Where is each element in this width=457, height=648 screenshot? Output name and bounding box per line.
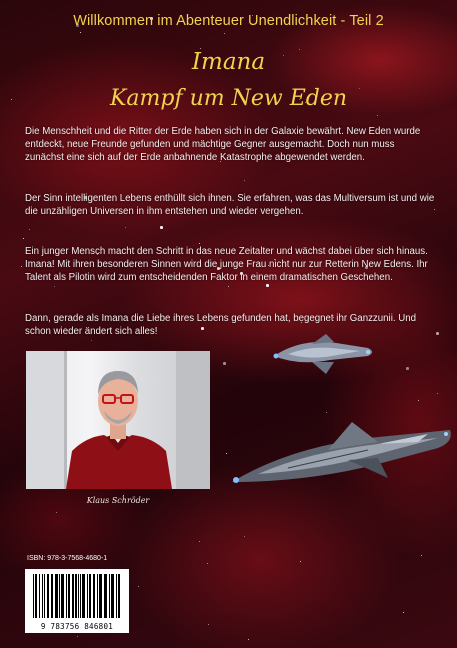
barcode-bar xyxy=(33,574,34,618)
star xyxy=(29,229,30,230)
star xyxy=(266,284,269,287)
barcode-bar xyxy=(72,574,74,618)
star xyxy=(207,563,208,564)
author-portrait-icon xyxy=(26,351,210,489)
barcode-bar xyxy=(93,574,95,618)
blurb-paragraph-4: Dann, gerade als Imana die Liebe ihres Lebens gefunden hat, begegnet ihr Ganzzunii. Und schon wieder ändert sich alles! xyxy=(25,313,417,338)
barcode xyxy=(25,569,129,633)
star xyxy=(244,180,245,181)
star xyxy=(226,453,227,454)
star xyxy=(436,332,439,335)
barcode-bar xyxy=(51,574,53,618)
barcode-bar xyxy=(75,574,77,618)
barcode-bar xyxy=(66,574,67,618)
star xyxy=(377,115,378,116)
barcode-bar xyxy=(109,574,110,618)
star xyxy=(56,512,57,513)
spaceship-small-icon xyxy=(268,330,378,378)
barcode-bar xyxy=(35,574,37,618)
star xyxy=(125,227,126,228)
barcode-bar xyxy=(78,574,79,618)
blurb-paragraph-2: Der Sinn intelligenten Lebens enthüllt sich ihnen. Sie erfahren, was das Multiversum ist und wie die unzähligen Universen in ihm entstehen und wieder vergehen. xyxy=(25,193,435,218)
series-title: Willkommen im Abenteuer Unendlichkeit - Teil 2 xyxy=(73,13,384,29)
blurb-paragraph-3: Ein junger Mensch macht den Schritt in das neue Zeitalter und wächst dabei über sich hinaus. Imana! Mit ihren besonderen Sinnen wird die junge Frau nicht nur zur Retterin New Edens. Ihr Talent als Pilotin wird zum entscheidenden Faktor in einem dramatischen Geschehen. xyxy=(25,246,428,284)
book-title-line2: Kampf um New Eden xyxy=(109,86,348,111)
star xyxy=(223,362,226,365)
star xyxy=(406,367,409,370)
barcode-bar xyxy=(89,574,91,618)
barcode-bar xyxy=(97,574,98,618)
barcode-bar xyxy=(55,574,58,618)
book-title-line1: Imana xyxy=(191,49,266,75)
star xyxy=(300,561,301,562)
barcode-bar xyxy=(59,574,60,618)
star xyxy=(208,624,209,625)
star xyxy=(77,636,78,637)
star xyxy=(248,639,249,640)
star xyxy=(244,536,245,537)
barcode-icon xyxy=(25,572,129,624)
barcode-bar xyxy=(99,574,102,618)
star xyxy=(403,612,404,613)
star xyxy=(228,286,229,287)
spaceship-large-icon xyxy=(228,408,456,494)
barcode-bar xyxy=(42,574,43,618)
barcode-bar xyxy=(111,574,114,618)
star xyxy=(54,286,55,287)
star xyxy=(91,340,92,341)
author-photo xyxy=(26,351,210,489)
star xyxy=(138,586,139,587)
isbn-label: ISBN: 978-3-7568-4680-1 xyxy=(27,555,108,562)
star xyxy=(224,33,225,34)
barcode-bar xyxy=(80,574,81,618)
barcode-bar xyxy=(116,574,117,618)
author-caption: Klaus Schröder xyxy=(86,496,150,505)
star xyxy=(421,555,422,556)
star xyxy=(21,266,22,267)
star xyxy=(199,243,200,244)
barcode-bar xyxy=(61,574,64,618)
star xyxy=(80,32,81,33)
star xyxy=(23,238,24,239)
barcode-bar xyxy=(118,574,120,618)
barcode-bar xyxy=(44,574,45,618)
star xyxy=(437,393,438,394)
barcode-digits: 9 783756 846801 xyxy=(40,622,114,631)
barcode-bar xyxy=(104,574,107,618)
barcode-bar xyxy=(87,574,88,618)
blurb-paragraph-1: Die Menschheit und die Ritter der Erde haben sich in der Galaxie bewährt. New Eden wurde entdeckt, neue Freunde gefunden und mächtige Gegner ausgemacht. Doch nun muss zunächst eine sich auf der Erde anbahnende Katastrophe abgewendet werden. xyxy=(25,126,421,164)
barcode-bar xyxy=(68,574,70,618)
star xyxy=(160,226,163,229)
barcode-bar xyxy=(47,574,49,618)
barcode-bar xyxy=(39,574,40,618)
star xyxy=(418,400,419,401)
star xyxy=(199,541,200,542)
barcode-bar xyxy=(82,574,85,618)
